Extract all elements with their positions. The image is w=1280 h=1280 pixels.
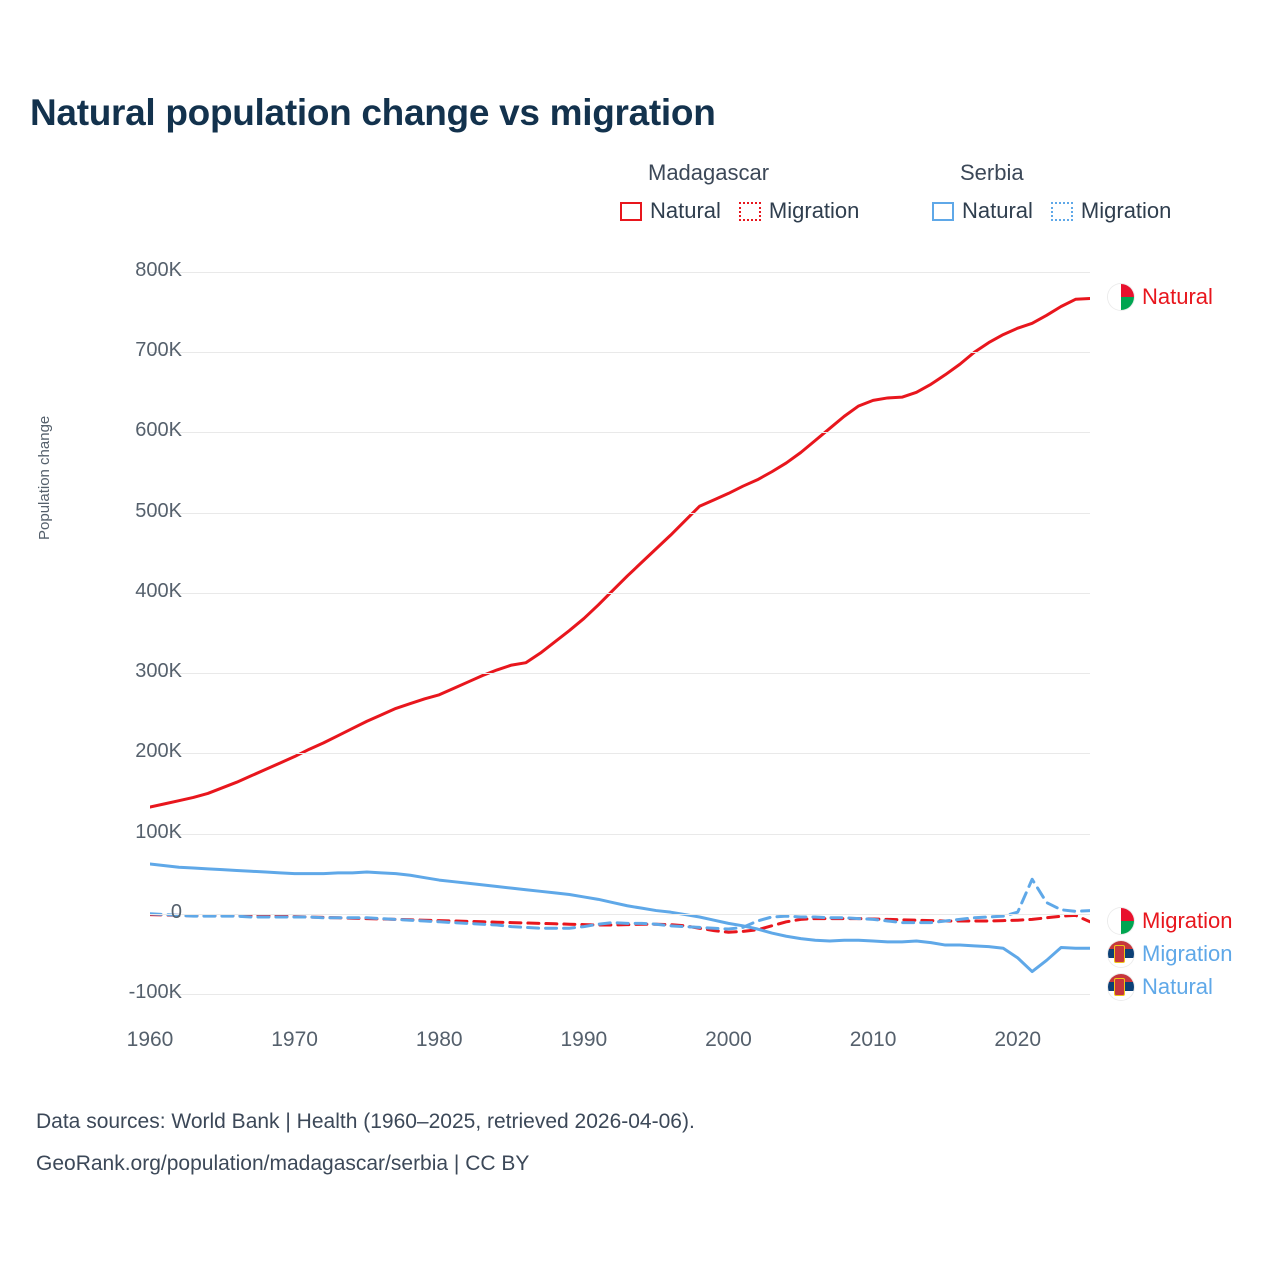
y-axis-tick: 200K [135,740,182,763]
serbia-flag-icon [1108,941,1134,967]
y-axis-tick: 700K [135,339,182,362]
legend-country-label: Madagascar [648,160,770,185]
x-axis-tick: 1990 [560,1028,608,1051]
legend-swatch-dotted-red-icon [739,202,761,221]
legend-item-madagascar-natural[interactable] [620,198,721,224]
series-end-label-text: Migration [1142,940,1233,966]
series-end-label-text: Migration [1142,907,1233,933]
series-end-label [1108,284,1213,310]
madagascar-flag-icon [1108,908,1134,934]
page-title: Natural population change vs migration [30,92,716,133]
legend-item-label: Natural [962,198,1033,223]
madagascar-flag-icon [1108,284,1134,310]
gridline [150,432,1090,433]
x-axis-tick: 2000 [705,1028,752,1051]
x-axis-tick: 1980 [415,1028,463,1051]
legend-item-label: Migration [768,198,860,223]
series-end-label [1108,941,1232,967]
y-axis-tick: 600K [135,419,182,442]
legend-item-label: Migration [1080,198,1172,223]
gridline [150,834,1090,835]
series-end-label-text: Natural [1142,973,1213,999]
y-axis-tick: 0 [170,900,182,923]
series-end-label [1108,974,1213,1000]
series-end-label [1108,908,1232,934]
footer-data-sources: Data sources: World Bank | Health (1960–2025, retrieved 2026-04-06). [36,1110,695,1133]
y-axis-tick: 100K [135,820,182,843]
gridline [150,513,1090,514]
legend-item-madagascar-migration[interactable] [739,198,859,224]
x-axis-tick: 1970 [271,1028,318,1051]
gridline [150,994,1090,995]
serbia-flag-icon [1108,974,1134,1000]
series-line [150,298,1090,807]
legend-group-serbia [932,160,1252,224]
gridline [150,352,1090,353]
y-axis-tick: 300K [135,660,182,683]
y-axis-tick: 500K [135,499,182,522]
legend-item-serbia-natural[interactable] [932,198,1033,224]
y-axis-tick: 800K [135,259,182,281]
plot-area [150,272,1090,994]
gridline [150,272,1090,273]
x-axis-tick: 2010 [849,1028,897,1051]
x-axis-tick: 2020 [994,1028,1042,1051]
legend-group-madagascar [620,160,932,224]
series-lines [150,272,1090,994]
gridline [150,673,1090,674]
gridline [150,753,1090,754]
y-axis-label: Population change [36,415,53,540]
legend-swatch-solid-blue-icon [932,202,954,221]
footer-attribution: GeoRank.org/population/madagascar/serbia | CC BY [36,1152,530,1175]
legend-country-label: Serbia [960,160,1024,185]
legend-item-label: Natural [650,198,721,223]
y-axis-tick: -100K [128,981,182,1003]
gridline [150,914,1090,915]
legend-swatch-dotted-blue-icon [1051,202,1073,221]
gridline [150,593,1090,594]
chart-legend [620,160,1260,224]
legend-item-serbia-migration[interactable] [1051,198,1171,224]
y-axis-tick: 400K [135,579,182,602]
series-end-label-text: Natural [1142,284,1213,310]
series-line [150,864,1090,972]
x-axis-tick: 1960 [126,1028,174,1051]
legend-swatch-solid-red-icon [620,202,642,221]
